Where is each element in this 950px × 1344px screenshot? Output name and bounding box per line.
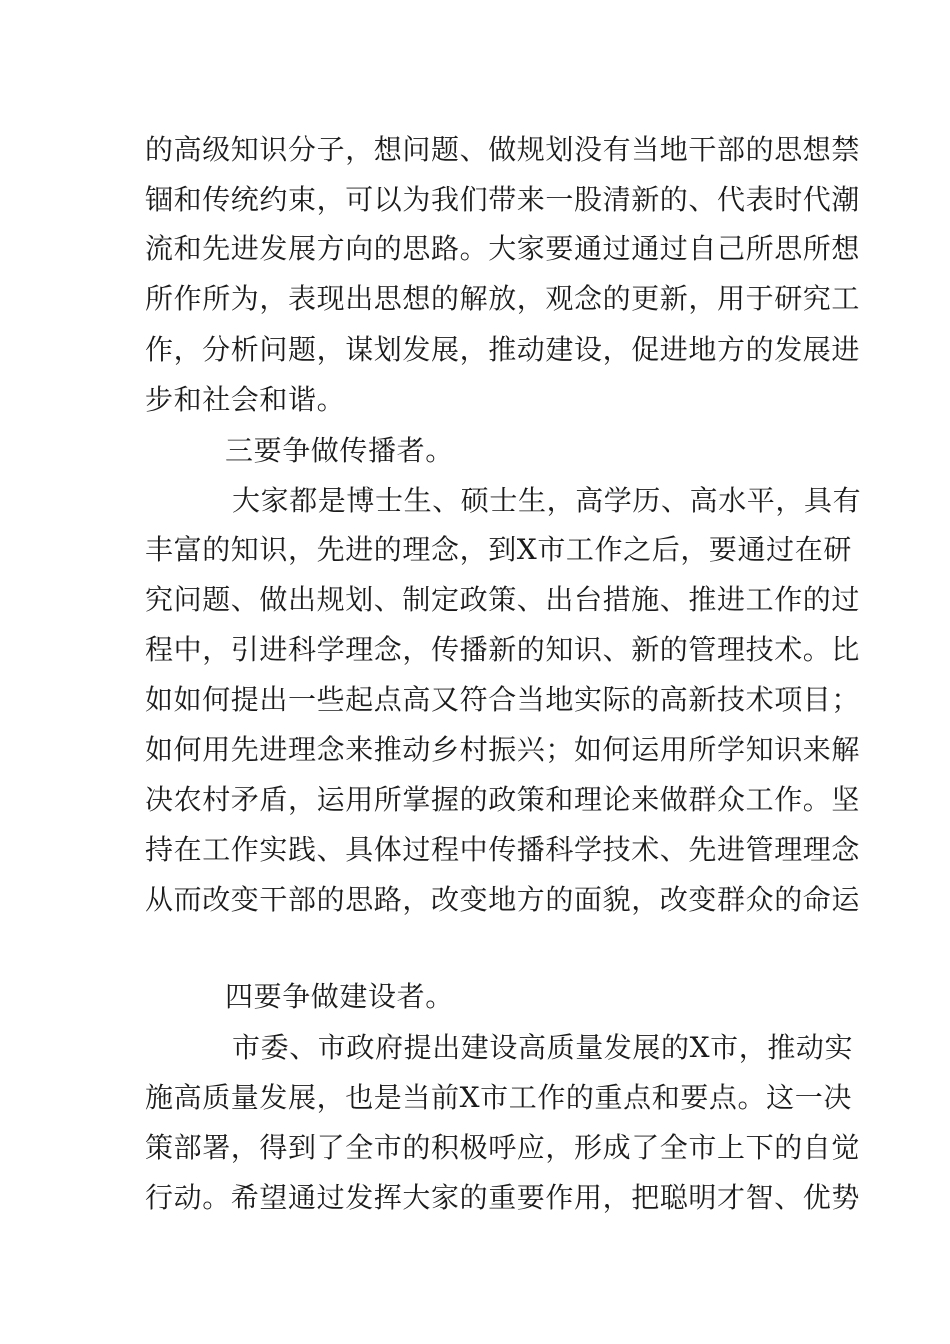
paragraph-line: 作，分析问题，谋划发展，推动建设，促进地方的发展进 [145, 333, 861, 366]
paragraph-line: 丰富的知识，先进的理念，到X市工作之后，要通过在研 [145, 533, 852, 566]
paragraph-line: 从而改变干部的思路，改变地方的面貌，改变群众的命运 [145, 883, 861, 916]
paragraph-line: 如如何提出一些起点高又符合当地实际的高新技术项目； [145, 683, 861, 716]
paragraph-line: 流和先进发展方向的思路。大家要通过通过自己所思所想 [145, 232, 861, 265]
paragraph-line: 究问题、做出规划、制定政策、出台措施、推进工作的过 [145, 583, 861, 616]
paragraph-line: 大家都是博士生、硕士生，高学历、高水平，具有 [232, 484, 862, 517]
paragraph-line: 市委、市政府提出建设高质量发展的X市，推动实 [232, 1031, 854, 1064]
paragraph-line: 行动。希望通过发挥大家的重要作用，把聪明才智、优势 [145, 1181, 861, 1214]
paragraph-line: 策部署，得到了全市的积极呼应，形成了全市上下的自觉 [145, 1131, 861, 1164]
paragraph-line: 程中，引进科学理念，传播新的知识、新的管理技术。比 [145, 633, 861, 666]
paragraph-line: 所作所为，表现出思想的解放，观念的更新，用于研究工 [145, 282, 861, 315]
paragraph-line: 决农村矛盾，运用所掌握的政策和理论来做群众工作。坚 [145, 783, 861, 816]
paragraph-line: 的高级知识分子，想问题、做规划没有当地干部的思想禁 [145, 133, 861, 166]
paragraph-line: 步和社会和谐。 [145, 383, 346, 416]
paragraph-line: 如何用先进理念来推动乡村振兴；如何运用所学知识来解 [145, 733, 861, 766]
paragraph-line: 施高质量发展，也是当前X市工作的重点和要点。这一决 [145, 1081, 852, 1114]
paragraph-line: 持在工作实践、具体过程中传播科学技术、先进管理理念 [145, 833, 861, 866]
section-heading: 三要争做传播者。 [225, 434, 454, 467]
section-heading: 四要争做建设者。 [225, 980, 454, 1013]
paragraph-line: 锢和传统约束，可以为我们带来一股清新的、代表时代潮 [145, 183, 861, 216]
